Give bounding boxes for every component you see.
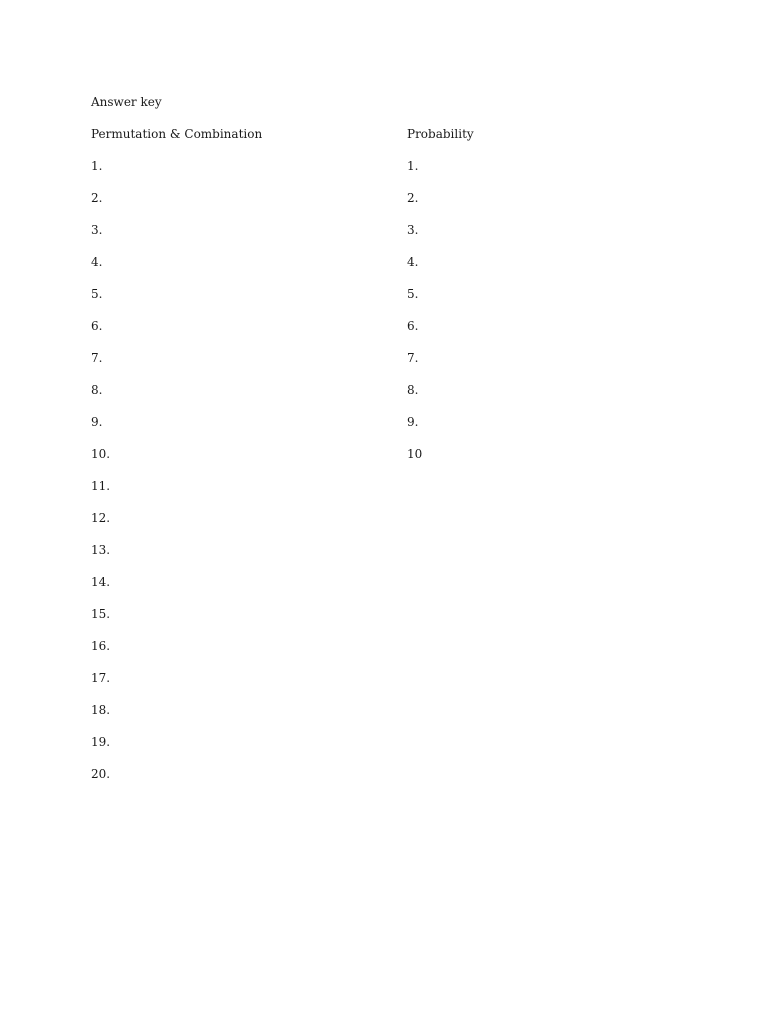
- answer-item: 8.: [91, 383, 103, 397]
- answer-item: 4.: [407, 255, 419, 269]
- answer-item: 13.: [91, 543, 111, 557]
- answer-item: 4.: [91, 255, 103, 269]
- answer-item: 3.: [91, 223, 103, 237]
- answer-item: 19.: [91, 735, 111, 749]
- answer-item: 11.: [91, 479, 111, 493]
- answer-item: 15.: [91, 607, 111, 621]
- answer-item: 10: [407, 447, 423, 461]
- answer-item: 18.: [91, 703, 111, 717]
- probability-column: [407, 126, 474, 478]
- answer-item: 20.: [91, 767, 111, 781]
- answer-item: 8.: [407, 383, 419, 397]
- answer-item: 6.: [407, 319, 419, 333]
- answer-item: 9.: [407, 415, 419, 429]
- permutation-combination-column: [91, 126, 262, 798]
- answer-item: 12.: [91, 511, 111, 525]
- answer-item: 2.: [407, 191, 419, 205]
- answer-item: 7.: [407, 351, 419, 365]
- answer-item: 16.: [91, 639, 111, 653]
- section-heading: Probability: [407, 127, 474, 141]
- answer-item: 10.: [91, 447, 111, 461]
- answer-item: 6.: [91, 319, 103, 333]
- answer-item: 7.: [91, 351, 103, 365]
- answer-item: 5.: [91, 287, 103, 301]
- answer-item: 2.: [91, 191, 103, 205]
- answer-item: 17.: [91, 671, 111, 685]
- answer-item: 1.: [91, 159, 103, 173]
- document-title: Answer key: [91, 95, 162, 109]
- answer-item: 14.: [91, 575, 111, 589]
- answer-item: 5.: [407, 287, 419, 301]
- answer-item: 1.: [407, 159, 419, 173]
- answer-item: 9.: [91, 415, 103, 429]
- answer-item: 3.: [407, 223, 419, 237]
- section-heading: Permutation & Combination: [91, 127, 263, 141]
